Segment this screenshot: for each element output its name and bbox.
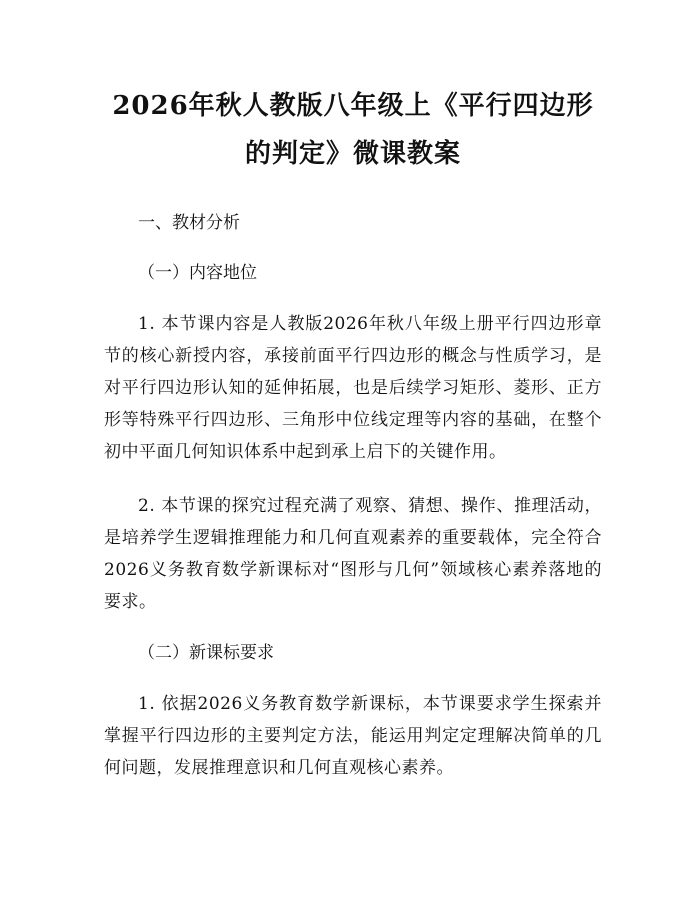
- paragraph-curriculum-requirements-1: 1. 依据2026义务教育数学新课标，本节课要求学生探索并掌握平行四边形的主要判定方法，能运用判定定理解决简单的几何问题，发展推理意识和几何直观核心素养。: [104, 694, 602, 778]
- subsection-heading-content-position: （一）内容地位: [138, 263, 257, 283]
- document-title: 2026年秋人教版八年级上《平行四边形的判定》微课教案: [112, 91, 594, 169]
- paragraph-content-position-1: 1. 本节课内容是人教版2026年秋八年级上册平行四边形章节的核心新授内容，承接前面平行四边形的概念与性质学习，是对平行四边形认知的延伸拓展，也是后续学习矩形、菱形、正方形等特殊平行四边形、三角形中位线定理等内容的基础，在整个初中平面几何知识体系中起到承上启下的关键作用。: [104, 314, 602, 462]
- subsection-heading-curriculum-requirements: （二）新课标要求: [138, 643, 274, 663]
- paragraph-content-position-2: 2. 本节课的探究过程充满了观察、猜想、操作、推理活动，是培养学生逻辑推理能力和几何直观素养的重要载体，完全符合2026义务教育数学新课标对“图形与几何”领域核心素养落地的要求。: [104, 496, 602, 612]
- section-heading-textbook-analysis: 一、教材分析: [138, 213, 240, 233]
